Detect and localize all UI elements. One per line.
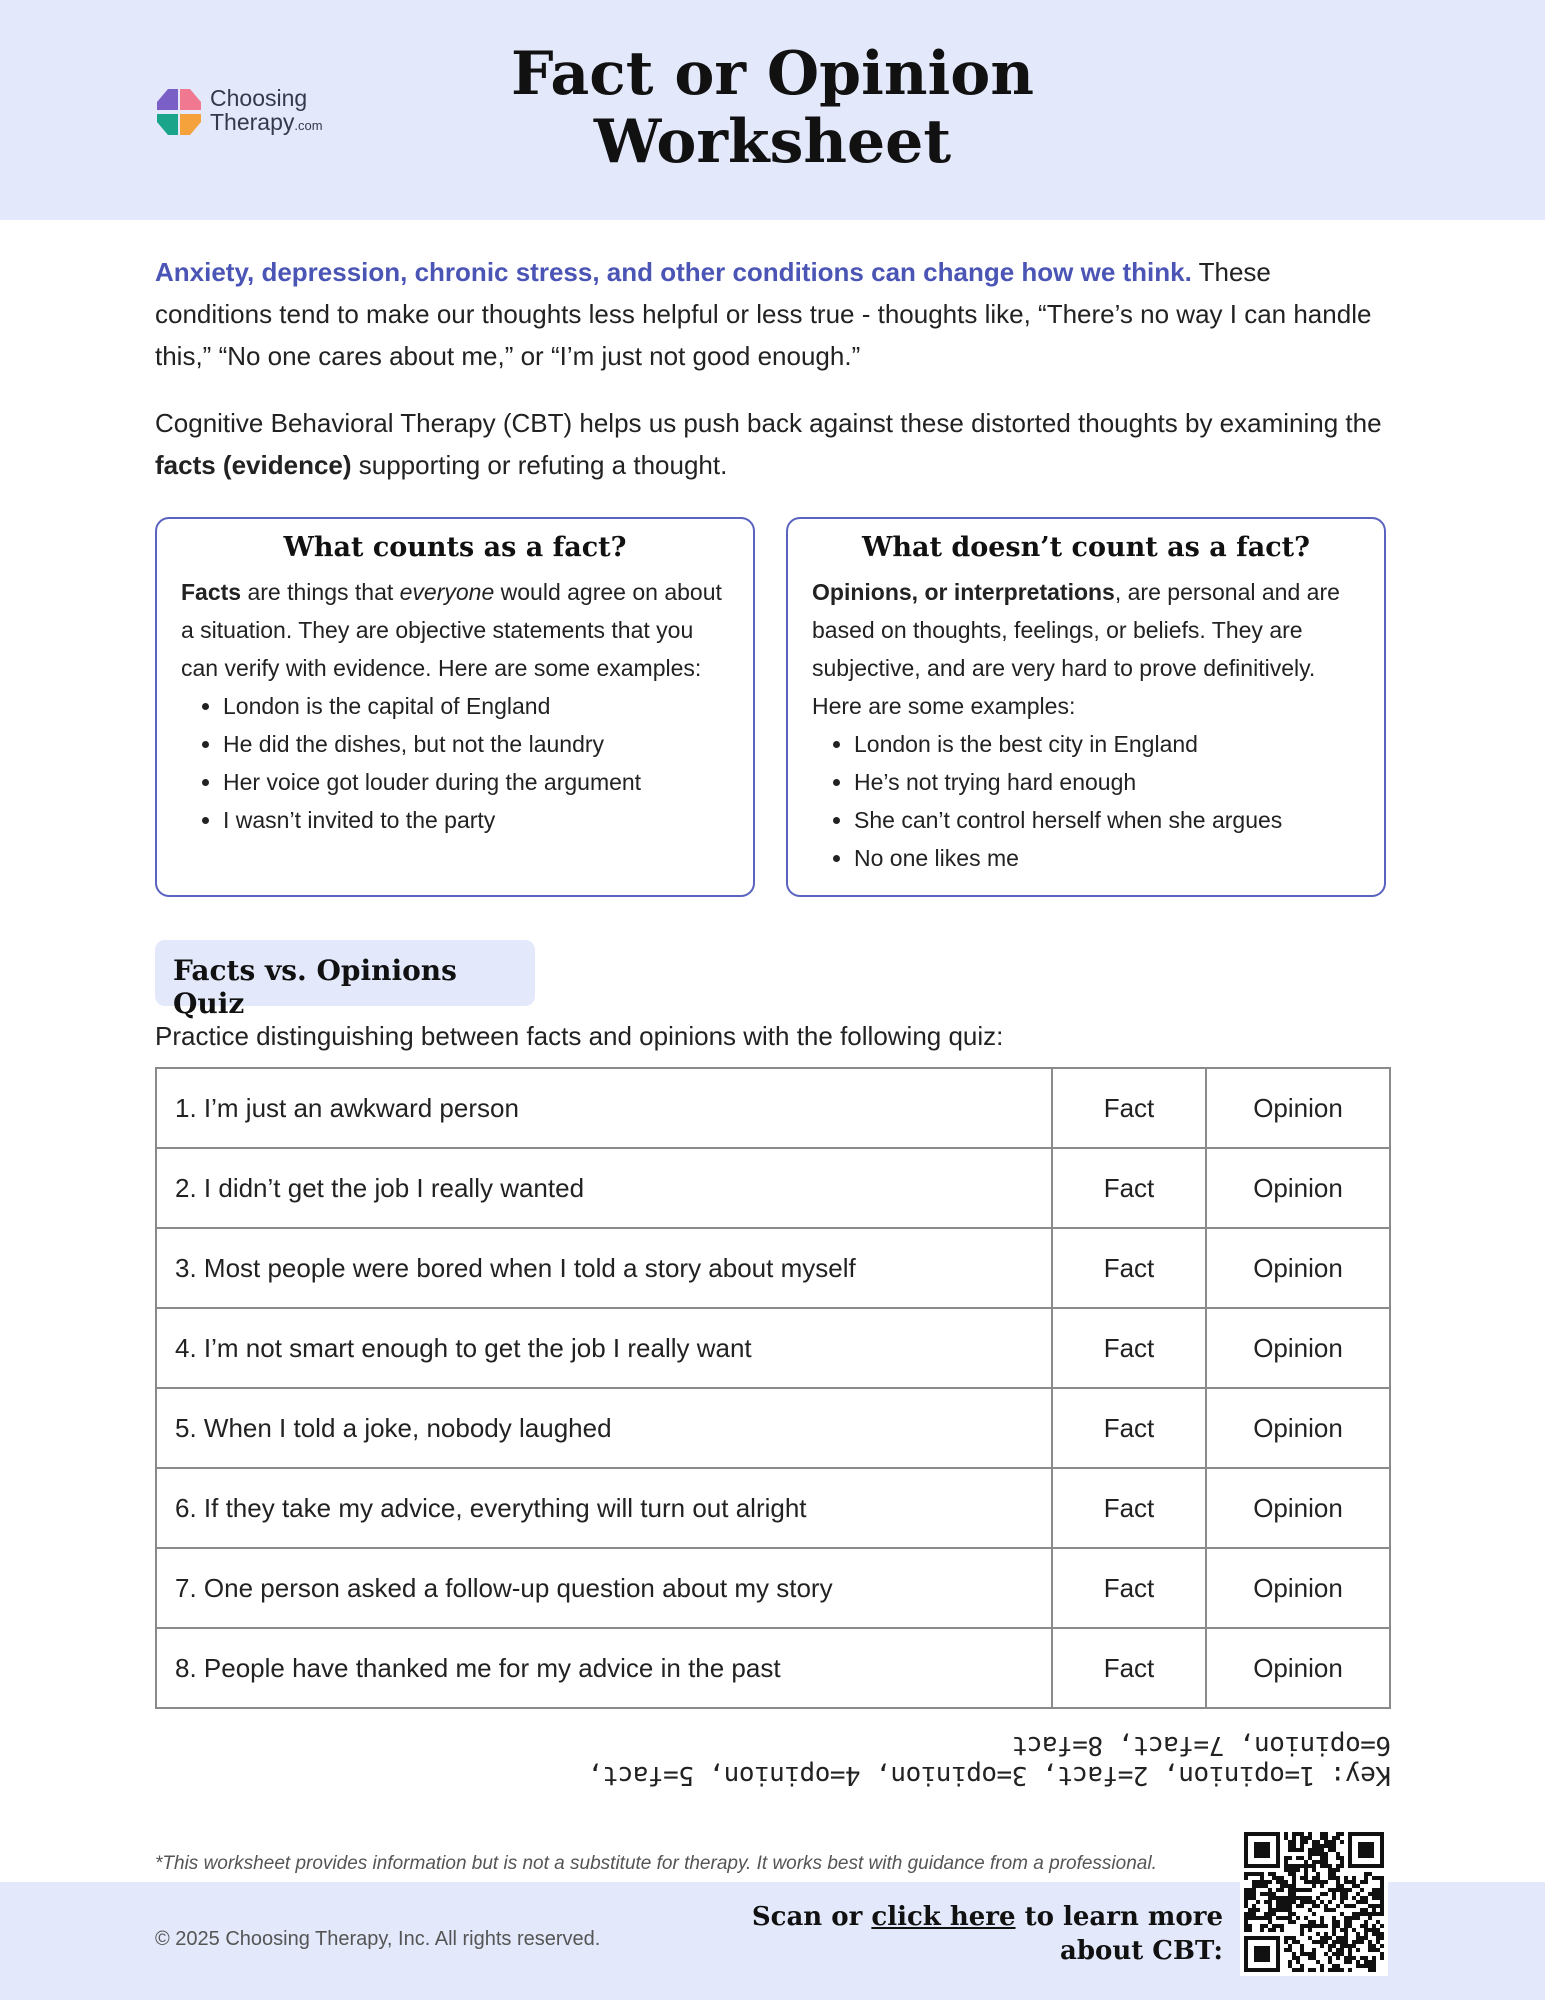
logo-line-2: Therapy [210, 109, 295, 135]
list-item: • She can’t control herself when she argues [854, 801, 1360, 839]
intro-paragraph-2 [155, 402, 1395, 486]
opinion-option[interactable]: Opinion [1206, 1468, 1390, 1548]
list-item: • I wasn’t invited to the party [223, 801, 729, 839]
intro-p2-bold: facts (evidence) [155, 450, 352, 480]
quiz-question: 3. Most people were bored when I told a story about myself [156, 1228, 1052, 1308]
table-row [156, 1468, 1390, 1548]
logo-line-1: Choosing [210, 85, 308, 111]
table-row [156, 1548, 1390, 1628]
table-row [156, 1628, 1390, 1708]
quiz-intro: Practice distinguishing between facts and opinions with the following quiz: [155, 1021, 1004, 1051]
opinion-card-description [812, 573, 1360, 725]
fact-card-description [181, 573, 729, 687]
list-item: • He’s not trying hard enough [854, 763, 1360, 801]
list-item: • London is the best city in England [854, 725, 1360, 763]
list-item: • London is the capital of England [223, 687, 729, 725]
header-band [0, 0, 1545, 220]
logo-hexagon-icon [154, 86, 204, 138]
intro-p2-pre: Cognitive Behavioral Therapy (CBT) helps us push back against these distorted thoughts by examining the [155, 408, 1382, 438]
answer-key-upside-down: Key: 1=opinion, 2=fact, 3=opinion, 4=opinion, 5=fact, 6=opinion, 7=fact, 8=fact [587, 1730, 1391, 1790]
opinion-examples-list [812, 725, 1360, 877]
choosing-therapy-logo[interactable] [154, 84, 334, 140]
opinion-option[interactable]: Opinion [1206, 1148, 1390, 1228]
fact-option[interactable]: Fact [1052, 1068, 1206, 1148]
title-line-2: Worksheet [593, 107, 952, 177]
list-item: • Her voice got louder during the argument [223, 763, 729, 801]
intro-p1-rest: These conditions tend to make our thoughts less helpful or less true - thoughts like, “There’s no way I can handle this,” “No one cares about me,” or “I’m just not good enough.” [155, 257, 1372, 371]
cta-text [703, 1900, 1223, 1968]
opinion-option[interactable]: Opinion [1206, 1548, 1390, 1628]
fact-examples-list [181, 687, 729, 839]
opinion-option[interactable]: Opinion [1206, 1228, 1390, 1308]
copyright: © 2025 Choosing Therapy, Inc. All rights reserved. [155, 1928, 601, 1950]
disclaimer: *This worksheet provides information but is not a substitute for therapy. It works best with guidance from a professional. [155, 1853, 1157, 1874]
opinion-option[interactable]: Opinion [1206, 1388, 1390, 1468]
logo-wordmark [210, 86, 323, 138]
quiz-question: 5. When I told a joke, nobody laughed [156, 1388, 1052, 1468]
table-row [156, 1228, 1390, 1308]
title-line-1: Fact or Opinion [511, 39, 1034, 109]
fact-option[interactable]: Fact [1052, 1228, 1206, 1308]
fact-card-heading: What counts as a fact? [283, 532, 627, 563]
quiz-question: 2. I didn’t get the job I really wanted [156, 1148, 1052, 1228]
quiz-question: 6. If they take my advice, everything will turn out alright [156, 1468, 1052, 1548]
fact-card [155, 517, 755, 897]
opinion-card-heading: What doesn’t count as a fact? [862, 532, 1310, 563]
click-here-link[interactable]: click here [871, 1902, 1016, 1932]
opinion-lead-bold: Opinions, or interpretations [812, 579, 1115, 605]
cta-line-2: about CBT: [1059, 1936, 1223, 1966]
fact-option[interactable]: Fact [1052, 1388, 1206, 1468]
fact-option[interactable]: Fact [1052, 1308, 1206, 1388]
list-item: • No one likes me [854, 839, 1360, 877]
fact-lead-bold: Facts [181, 579, 242, 605]
fact-lead-italic: everyone [399, 579, 495, 605]
opinion-lead-rest: , are personal and are based on thoughts, feelings, or beliefs. They are subjective, and are very hard to prove definitively. Here are some examples: [812, 579, 1340, 719]
opinion-option[interactable]: Opinion [1206, 1308, 1390, 1388]
quiz-question: 7. One person asked a follow-up question about my story [156, 1548, 1052, 1628]
fact-option[interactable]: Fact [1052, 1548, 1206, 1628]
intro-paragraph-1 [155, 251, 1395, 377]
page-title [400, 40, 1145, 176]
fact-lead-rest: would agree on about a situation. They are objective statements that you can verify with evidence. Here are some examples: [181, 579, 722, 681]
fact-lead-mid: are things that [241, 579, 400, 605]
fact-option[interactable]: Fact [1052, 1468, 1206, 1548]
logo-suffix: .com [294, 118, 323, 133]
list-item: • He did the dishes, but not the laundry [223, 725, 729, 763]
opinion-option[interactable]: Opinion [1206, 1628, 1390, 1708]
cta-post: to learn more [1015, 1902, 1223, 1932]
quiz-heading: Facts vs. Opinions Quiz [173, 954, 457, 1020]
cta-pre: Scan or [751, 1902, 872, 1932]
intro-p2-post: supporting or refuting a thought. [351, 450, 728, 480]
table-row [156, 1388, 1390, 1468]
quiz-heading-tab [155, 940, 535, 1020]
quiz-question: 1. I’m just an awkward person [156, 1068, 1052, 1148]
opinion-card [786, 517, 1386, 897]
intro-highlight: Anxiety, depression, chronic stress, and other conditions can change how we think. [155, 257, 1192, 287]
table-row [156, 1308, 1390, 1388]
table-row [156, 1148, 1390, 1228]
fact-option[interactable]: Fact [1052, 1628, 1206, 1708]
quiz-question: 4. I’m not smart enough to get the job I really want [156, 1308, 1052, 1388]
opinion-option[interactable]: Opinion [1206, 1068, 1390, 1148]
fact-option[interactable]: Fact [1052, 1148, 1206, 1228]
table-row [156, 1068, 1390, 1148]
quiz-question: 8. People have thanked me for my advice in the past [156, 1628, 1052, 1708]
qr-code-icon[interactable] [1240, 1828, 1388, 1976]
quiz-table [155, 1067, 1391, 1709]
